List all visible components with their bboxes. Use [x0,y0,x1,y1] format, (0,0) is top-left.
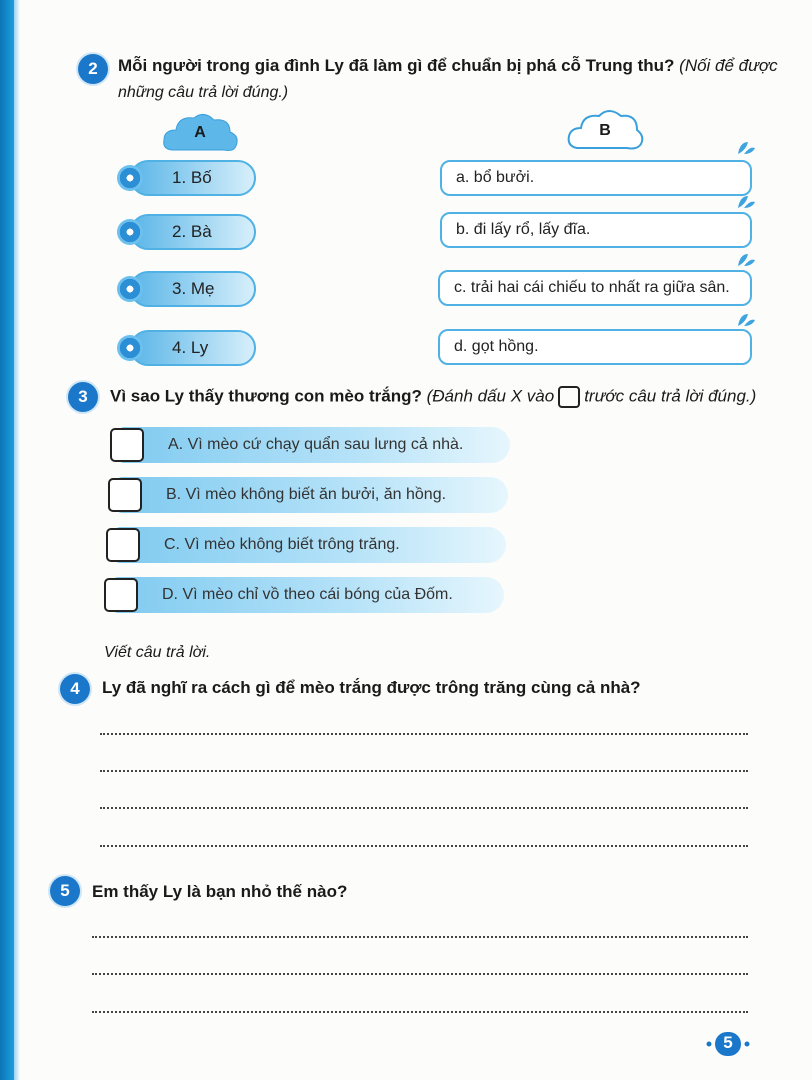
question-5-text: Em thấy Ly là bạn nhỏ thế nào? [92,882,348,901]
question-2-number: 2 [78,54,108,84]
question-2-main: Mỗi người trong gia đình Ly đã làm gì để chuẩn bị phá cỗ Trung thu? [118,56,675,75]
question-4-number: 4 [60,674,90,704]
page-edge-shade [14,0,20,1080]
answer-line[interactable] [100,807,748,809]
leaf-icon [736,194,756,210]
flower-icon [117,335,143,361]
option-a: A. Vì mèo cứ chạy quẩn sau lưng cả nhà. [118,427,510,463]
option-d-checkbox[interactable] [104,578,138,612]
flower-icon [117,276,143,302]
answer-line[interactable] [100,770,748,772]
page-number-badge [706,1030,750,1058]
question-3-main: Vì sao Ly thấy thương con mèo trắng? [110,386,422,406]
option-b: B. Vì mèo không biết ăn bưởi, ăn hồng. [116,477,508,513]
answer-line[interactable] [92,936,748,938]
match-b-item-b[interactable]: b. đi lấy rổ, lấy đĩa. [440,212,752,248]
column-a-cloud [160,110,240,156]
match-b-item-d[interactable]: d. gọt hồng. [438,329,752,365]
column-b-cloud [565,106,645,152]
match-a-item-3[interactable]: 3. Mẹ [130,271,256,307]
match-a-item-1[interactable]: 1. Bố [130,160,256,196]
section-label: Viết câu trả lời. [104,644,211,661]
question-5-number: 5 [50,876,80,906]
page-number: 5 [723,1033,733,1052]
column-a-label: A [194,124,206,141]
match-b-item-c[interactable]: c. trải hai cái chiếu to nhất ra giữa sân. [438,270,752,306]
question-3-hint-before: (Đánh dấu X vào [426,386,555,406]
sample-checkbox-icon [558,386,580,408]
question-2-hint-a: (Nối để được [679,56,778,75]
question-3-hint-after: trước câu trả lời đúng.) [584,386,757,406]
match-a-item-2[interactable]: 2. Bà [130,214,256,250]
question-4-text: Ly đã nghĩ ra cách gì để mèo trắng được trông trăng cùng cả nhà? [102,678,641,697]
flower-icon [117,219,143,245]
flower-icon [117,165,143,191]
question-3-number: 3 [68,382,98,412]
leaf-icon [736,140,756,156]
match-a-item-4[interactable]: 4. Ly [130,330,256,366]
question-2-text [118,56,778,76]
page-edge-stripe [0,0,14,1080]
option-c-checkbox[interactable] [106,528,140,562]
option-b-checkbox[interactable] [108,478,142,512]
option-d: D. Vì mèo chỉ vồ theo cái bóng của Đốm. [112,577,504,613]
option-c: C. Vì mèo không biết trông trăng. [114,527,506,563]
column-b-label: B [599,122,611,139]
question-3-text [110,386,756,408]
leaf-icon [736,312,756,328]
question-2-hint-b: những câu trả lời đúng.) [118,84,289,101]
answer-line[interactable] [100,733,748,735]
answer-line[interactable] [92,1011,748,1013]
option-a-checkbox[interactable] [110,428,144,462]
answer-line[interactable] [100,845,748,847]
match-b-item-a[interactable]: a. bổ bưởi. [440,160,752,196]
answer-line[interactable] [92,973,748,975]
leaf-icon [736,252,756,268]
